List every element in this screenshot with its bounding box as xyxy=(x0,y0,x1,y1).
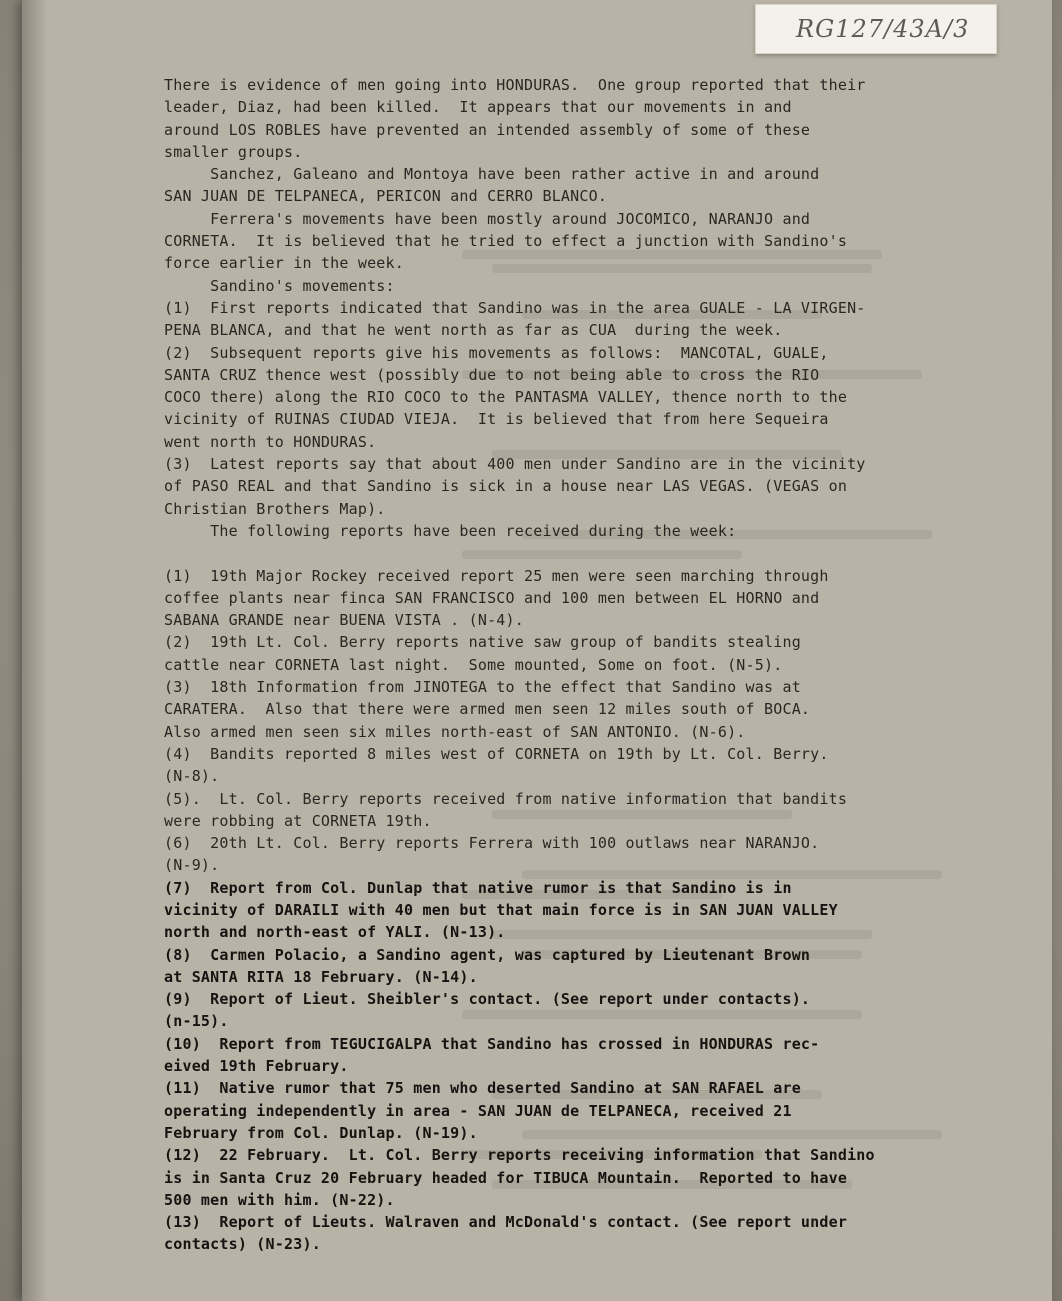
document-page xyxy=(22,0,1052,1301)
text-line: (1) First reports indicated that Sandino was in the area GUALE - LA VIRGEN- xyxy=(164,298,866,317)
paragraph xyxy=(164,520,1044,542)
text-line: (11) Native rumor that 75 men who deserted Sandino at SAN RAFAEL are xyxy=(164,1079,801,1098)
text-line: SAN JUAN DE TELPANECA, PERICON and CERRO BLANCO. xyxy=(164,187,608,206)
text-line: Ferrera's movements have been mostly around JOCOMICO, NARANJO and xyxy=(164,209,811,228)
text-line: around LOS ROBLES have prevented an intended assembly of some of these xyxy=(164,120,811,139)
text-line: CARATERA. Also that there were armed men seen 12 miles south of BOCA. xyxy=(164,700,811,719)
text-line: (n-15). xyxy=(164,1012,229,1031)
text-line: (3) 18th Information from JINOTEGA to the effect that Sandino was at xyxy=(164,678,801,697)
text-line: 500 men with him. (N-22). xyxy=(164,1190,395,1209)
text-line: is in Santa Cruz 20 February headed for TIBUCA Mountain. Reported to have xyxy=(164,1168,848,1187)
text-line: CORNETA. It is believed that he tried to effect a junction with Sandino's xyxy=(164,232,848,251)
text-line: The following reports have been received during the week: xyxy=(164,521,737,540)
report-item xyxy=(164,1144,1044,1211)
report-item xyxy=(164,877,1044,944)
text-line: Also armed men seen six miles north-east of SAN ANTONIO. (N-6). xyxy=(164,722,746,741)
text-line: (9) Report of Lieut. Sheibler's contact. (See report under contacts). xyxy=(164,990,811,1009)
text-line: (N-8). xyxy=(164,767,220,786)
text-line: February from Col. Dunlap. (N-19). xyxy=(164,1123,478,1142)
blank-line xyxy=(164,542,1044,564)
report-item xyxy=(164,631,1044,676)
text-line: (4) Bandits reported 8 miles west of CORNETA on 19th by Lt. Col. Berry. xyxy=(164,744,829,763)
text-line: (5). Lt. Col. Berry reports received from native information that bandits xyxy=(164,789,848,808)
text-line: (1) 19th Major Rockey received report 25 men were seen marching through xyxy=(164,566,829,585)
text-line: Christian Brothers Map). xyxy=(164,499,386,518)
text-line: at SANTA RITA 18 February. (N-14). xyxy=(164,967,478,986)
text-line: (7) Report from Col. Dunlap that native rumor is that Sandino is in xyxy=(164,878,792,897)
text-line: of PASO REAL and that Sandino is sick in a house near LAS VEGAS. (VEGAS on xyxy=(164,477,848,496)
report-item xyxy=(164,565,1044,632)
report-item xyxy=(164,988,1044,1033)
typewritten-text xyxy=(164,74,1044,1256)
text-line: smaller groups. xyxy=(164,142,303,161)
report-item xyxy=(164,1211,1044,1256)
text-line: COCO there) along the RIO COCO to the PANTASMA VALLEY, thence north to the xyxy=(164,388,848,407)
text-line: (3) Latest reports say that about 400 men under Sandino are in the vicinity xyxy=(164,455,866,474)
text-line: coffee plants near finca SAN FRANCISCO and 100 men between EL HORNO and xyxy=(164,588,820,607)
text-line: Sanchez, Galeano and Montoya have been rather active in and around xyxy=(164,165,820,184)
text-line: (N-9). xyxy=(164,856,220,875)
text-line: vicinity of DARAILI with 40 men but that main force is in SAN JUAN VALLEY xyxy=(164,900,838,919)
paragraph xyxy=(164,163,1044,208)
report-item xyxy=(164,832,1044,877)
text-line: leader, Diaz, had been killed. It appears that our movements in and xyxy=(164,98,792,117)
text-line: force earlier in the week. xyxy=(164,254,404,273)
text-line: (2) Subsequent reports give his movements as follows: MANCOTAL, GUALE, xyxy=(164,343,829,362)
report-item xyxy=(164,1033,1044,1078)
archive-reference-label xyxy=(755,4,997,54)
text-line: operating independently in area - SAN JUAN de TELPANECA, received 21 xyxy=(164,1101,792,1120)
text-line: north and north-east of YALI. (N-13). xyxy=(164,923,506,942)
text-line: went north to HONDURAS. xyxy=(164,432,377,451)
text-line: eived 19th February. xyxy=(164,1057,349,1076)
text-line: contacts) (N-23). xyxy=(164,1235,321,1254)
paragraph xyxy=(164,453,1044,520)
text-line: (8) Carmen Polacio, a Sandino agent, was captured by Lieutenant Brown xyxy=(164,945,811,964)
paragraph xyxy=(164,342,1044,453)
paragraph xyxy=(164,208,1044,275)
text-line: (6) 20th Lt. Col. Berry reports Ferrera with 100 outlaws near NARANJO. xyxy=(164,834,820,853)
paragraph xyxy=(164,275,1044,297)
text-line: cattle near CORNETA last night. Some mounted, Some on foot. (N-5). xyxy=(164,655,783,674)
text-line: SANTA CRUZ thence west (possibly due to not being able to cross the RIO xyxy=(164,365,820,384)
report-item xyxy=(164,743,1044,788)
report-item xyxy=(164,1077,1044,1144)
text-line: Sandino's movements: xyxy=(164,276,395,295)
text-line: (10) Report from TEGUCIGALPA that Sandino has crossed in HONDURAS rec- xyxy=(164,1034,820,1053)
text-line: (12) 22 February. Lt. Col. Berry reports receiving information that Sandino xyxy=(164,1146,875,1165)
text-line: were robbing at CORNETA 19th. xyxy=(164,811,432,830)
page-edge-shadow xyxy=(22,0,48,1301)
report-item xyxy=(164,788,1044,833)
text-line: (13) Report of Lieuts. Walraven and McDonald's contact. (See report under xyxy=(164,1213,848,1232)
paragraph xyxy=(164,74,1044,163)
report-item xyxy=(164,676,1044,743)
text-line: SABANA GRANDE near BUENA VISTA . (N-4). xyxy=(164,611,524,630)
archive-reference-number: RG127/43A/3 xyxy=(796,15,970,43)
text-line: vicinity of RUINAS CIUDAD VIEJA. It is believed that from here Sequeira xyxy=(164,410,829,429)
text-line: There is evidence of men going into HONDURAS. One group reported that their xyxy=(164,76,866,94)
text-line: PENA BLANCA, and that he went north as far as CUA during the week. xyxy=(164,321,783,340)
text-line: (2) 19th Lt. Col. Berry reports native saw group of bandits stealing xyxy=(164,633,801,652)
report-item xyxy=(164,944,1044,989)
paragraph xyxy=(164,297,1044,342)
